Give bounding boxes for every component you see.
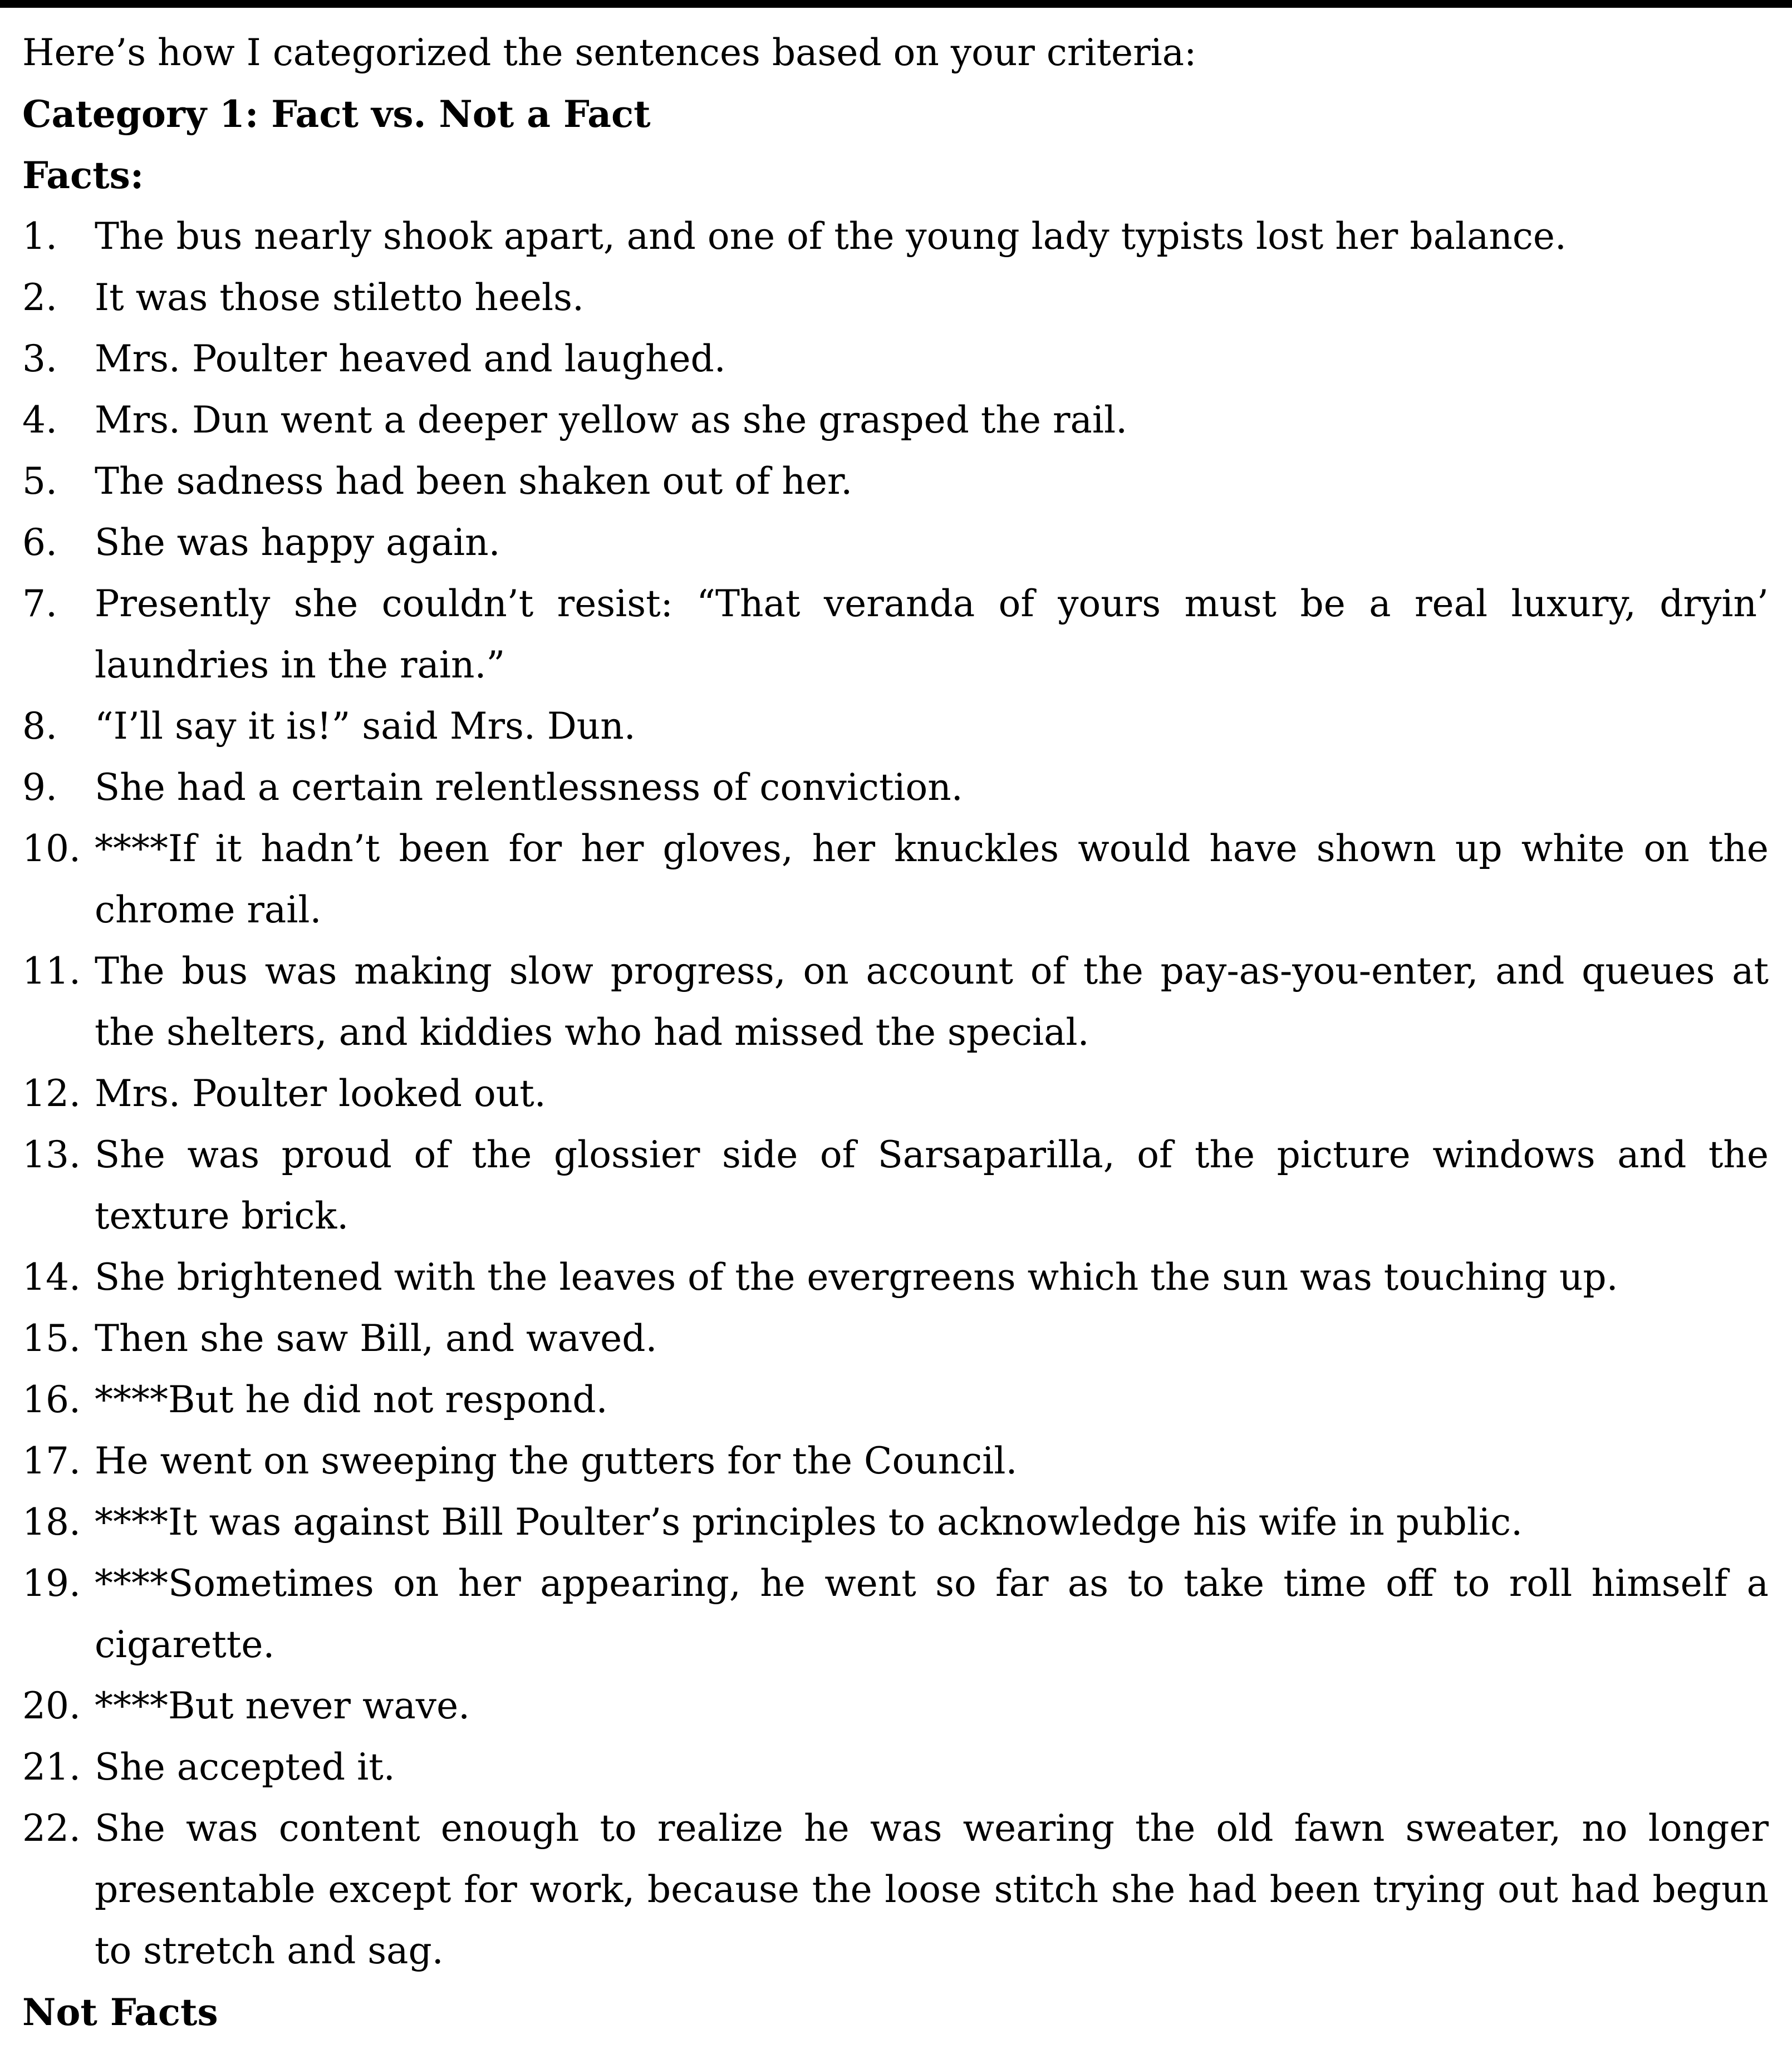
fact-number: 11.	[22, 950, 81, 992]
fact-item	[22, 818, 1769, 941]
fact-number: 22.	[22, 1807, 81, 1850]
fact-text: ****If it hadn’t been for her gloves, her knuckles would have shown up white on the chrome rail.	[95, 827, 1769, 931]
fact-item	[22, 267, 1769, 328]
fact-number: 2.	[22, 276, 57, 319]
fact-text: He went on sweeping the gutters for the Council.	[95, 1439, 1018, 1482]
fact-number: 16.	[22, 1378, 81, 1421]
fact-item	[22, 1063, 1769, 1124]
fact-text: She had a certain relentlessness of conviction.	[95, 766, 963, 809]
fact-number: 21.	[22, 1746, 81, 1788]
fact-number: 20.	[22, 1684, 81, 1727]
fact-number: 3.	[22, 337, 57, 380]
fact-item	[22, 1675, 1769, 1737]
fact-number: 6.	[22, 521, 57, 564]
fact-text: The bus nearly shook apart, and one of the young lady typists lost her balance.	[95, 215, 1567, 258]
fact-item	[22, 512, 1769, 573]
fact-item	[22, 451, 1769, 512]
fact-item	[22, 1798, 1769, 1982]
fact-text: The sadness had been shaken out of her.	[95, 460, 853, 503]
fact-text: ****Sometimes on her appearing, he went so far as to take time off to roll himself a cigarette.	[95, 1562, 1769, 1666]
fact-number: 18.	[22, 1501, 81, 1544]
fact-number: 5.	[22, 460, 57, 503]
fact-item	[22, 573, 1769, 696]
fact-item	[22, 1124, 1769, 1247]
facts-list	[22, 206, 1769, 1982]
fact-text: “I’ll say it is!” said Mrs. Dun.	[95, 705, 636, 748]
fact-text: It was those stiletto heels.	[95, 276, 584, 319]
fact-item	[22, 328, 1769, 390]
fact-text: Then she saw Bill, and waved.	[95, 1317, 657, 1360]
fact-number: 17.	[22, 1439, 81, 1482]
top-rule	[0, 0, 1792, 8]
fact-text: Mrs. Poulter looked out.	[95, 1072, 546, 1115]
fact-number: 13.	[22, 1133, 81, 1176]
not-facts-heading: Not Facts	[22, 1991, 218, 2034]
fact-number: 10.	[22, 827, 81, 870]
fact-item	[22, 1492, 1769, 1553]
document-page	[0, 22, 1792, 2043]
fact-number: 15.	[22, 1317, 81, 1360]
fact-number: 9.	[22, 766, 57, 809]
fact-number: 8.	[22, 705, 57, 748]
fact-number: 14.	[22, 1256, 81, 1299]
fact-number: 7.	[22, 582, 57, 625]
fact-item	[22, 941, 1769, 1063]
fact-text: Mrs. Dun went a deeper yellow as she grasped the rail.	[95, 399, 1128, 441]
facts-heading: Facts:	[22, 154, 144, 197]
fact-item	[22, 1247, 1769, 1308]
fact-text: She accepted it.	[95, 1746, 395, 1788]
fact-item	[22, 390, 1769, 451]
fact-text: ****But he did not respond.	[95, 1378, 608, 1421]
intro-text: Here’s how I categorized the sentences based on your criteria:	[22, 31, 1197, 74]
fact-text: She was happy again.	[95, 521, 500, 564]
fact-item	[22, 1308, 1769, 1369]
fact-number: 12.	[22, 1072, 81, 1115]
fact-text: ****It was against Bill Poulter’s principles to acknowledge his wife in public.	[95, 1501, 1523, 1544]
fact-item	[22, 1553, 1769, 1675]
fact-text: Mrs. Poulter heaved and laughed.	[95, 337, 726, 380]
fact-item	[22, 757, 1769, 818]
fact-number: 19.	[22, 1562, 81, 1605]
fact-text: She brightened with the leaves of the evergreens which the sun was touching up.	[95, 1256, 1618, 1299]
fact-item	[22, 696, 1769, 757]
fact-text: Presently she couldn’t resist: “That veranda of yours must be a real luxury, dryin’ laundries in the rain.”	[95, 582, 1769, 686]
category-heading: Category 1: Fact vs. Not a Fact	[22, 92, 651, 136]
fact-number: 1.	[22, 215, 57, 258]
fact-item	[22, 1737, 1769, 1798]
fact-text: ****But never wave.	[95, 1684, 470, 1727]
fact-item	[22, 1431, 1769, 1492]
fact-text: The bus was making slow progress, on account of the pay-as-you-enter, and queues at the shelters, and kiddies who had missed the special.	[95, 950, 1769, 1054]
fact-text: She was proud of the glossier side of Sarsaparilla, of the picture windows and the texture brick.	[95, 1133, 1769, 1237]
fact-item	[22, 1369, 1769, 1431]
fact-text: She was content enough to realize he was wearing the old fawn sweater, no longer presentable except for work, because the loose stitch she had been trying out had begun to stretch and sag.	[95, 1807, 1769, 1972]
fact-item	[22, 206, 1769, 267]
fact-number: 4.	[22, 399, 57, 441]
